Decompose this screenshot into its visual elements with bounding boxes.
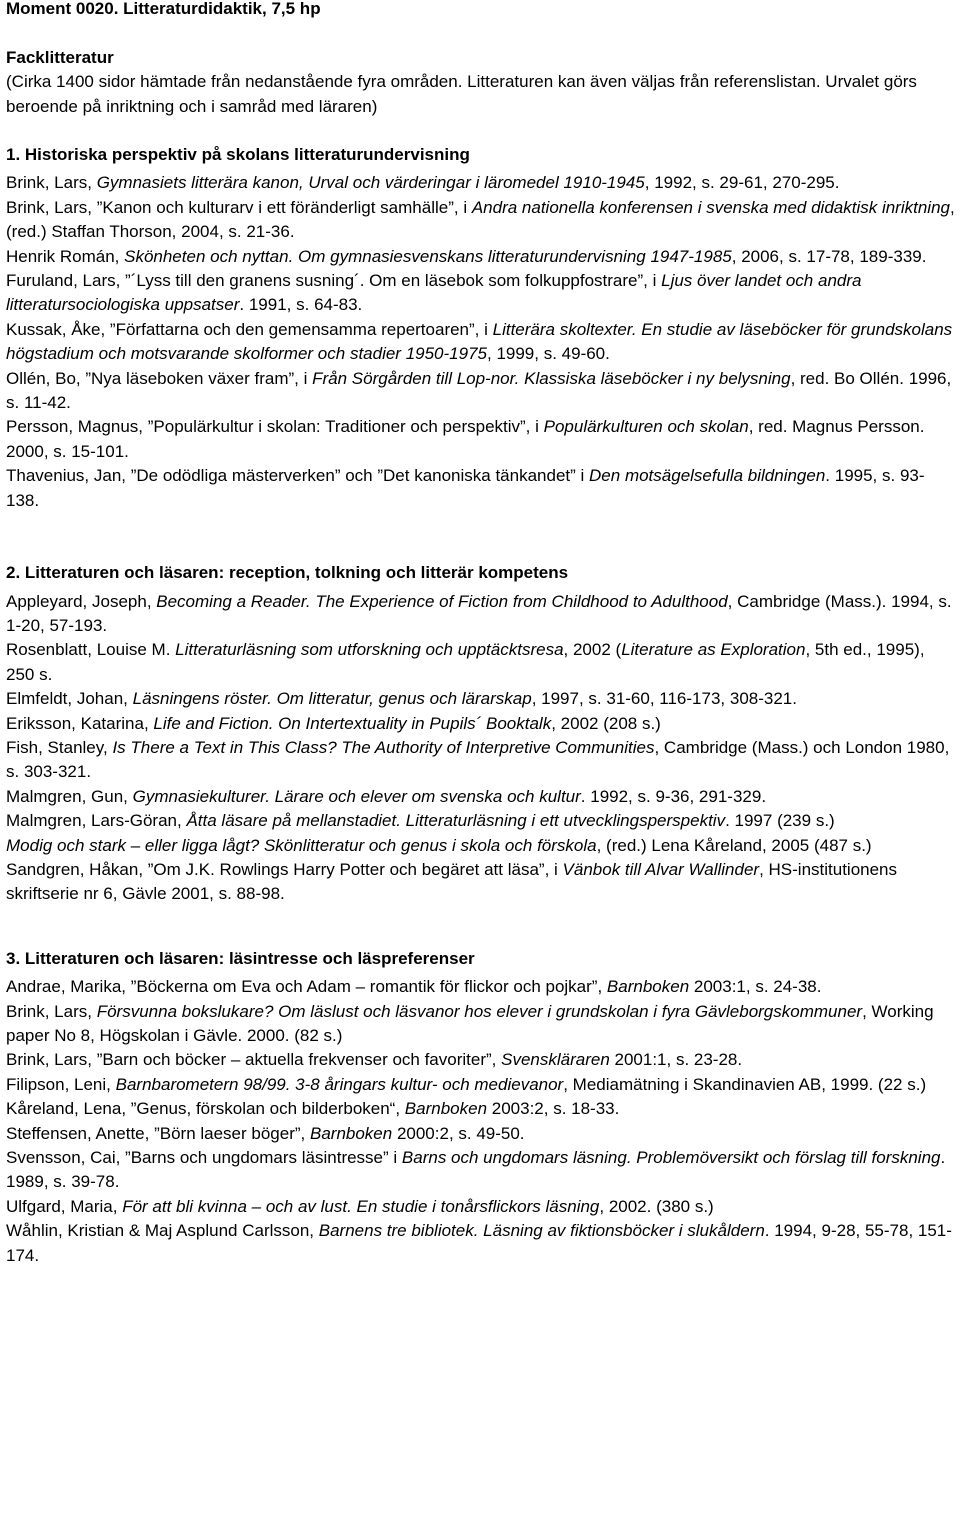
- reference-text: Brink, Lars, ”Barn och böcker – aktuella frekvenser och favoriter”,: [6, 1050, 502, 1070]
- reference-entry: [6, 590, 956, 639]
- reference-entry: [6, 318, 956, 367]
- reference-text: Steffensen, Anette, ”Börn laeser böger”,: [6, 1123, 310, 1143]
- reference-title-text: Gymnasiets litterära kanon, Urval och värderingar i läromedel 1910-1945: [96, 173, 645, 193]
- reference-text: Filipson, Leni,: [6, 1074, 116, 1094]
- reference-list: [6, 975, 956, 1268]
- reference-text: Eriksson, Katarina,: [6, 713, 154, 733]
- reference-text: . 1995, s. 93-138.: [6, 466, 925, 510]
- reference-title-text: Litteraturläsning som utforskning och upptäcktsresa: [175, 640, 564, 660]
- section-2: [6, 561, 956, 907]
- reference-entry: [6, 1122, 956, 1146]
- reference-entry: [6, 171, 956, 195]
- reference-text: , Mediamätning i Skandinavien AB, 1999. (22 s.): [563, 1074, 927, 1094]
- reference-text: Wåhlin, Kristian & Maj Asplund Carlsson,: [6, 1221, 319, 1241]
- reference-entry: [6, 858, 956, 907]
- reference-title-text: Life and Fiction. On Intertextuality in Pupils´ Booktalk: [153, 713, 552, 733]
- reference-text: , 2002 (: [563, 640, 622, 660]
- reference-text: . 1991, s. 64-83.: [239, 295, 363, 315]
- reference-text: Brink, Lars, ”Kanon och kulturarv i ett föränderligt samhälle”, i: [6, 197, 472, 217]
- reference-text: . 1994, 9-28, 55-78, 151-174.: [6, 1221, 952, 1265]
- reference-title-text: Is There a Text in This Class? The Authority of Interpretive Communities: [112, 737, 655, 757]
- reference-title-text: Barnboken: [309, 1123, 393, 1143]
- reference-text: , Cambridge (Mass.). 1994, s. 1-20, 57-193.: [6, 591, 952, 635]
- reference-title-text: Gymnasiekulturer. Lärare och elever om svenska och kultur: [132, 786, 581, 806]
- reference-title-text: Ljus över landet och andra litteratursociologiska uppsatser: [6, 271, 862, 315]
- reference-title-text: Literature as Exploration: [621, 640, 806, 660]
- reference-entry: [6, 1097, 956, 1121]
- reference-title-text: Modig och stark – eller ligga lågt? Skönlitteratur och genus i skola och förskola: [6, 835, 597, 855]
- reference-text: Ollén, Bo, ”Nya läseboken växer fram”, i: [6, 368, 313, 388]
- reference-entry: [6, 736, 956, 785]
- reference-text: 2003:1, s. 24-38.: [689, 977, 822, 997]
- section-heading: 2. Litteraturen och läsaren: reception, tolkning och litterär kompetens: [6, 563, 569, 583]
- reference-entry: [6, 1219, 956, 1268]
- reference-text: Kåreland, Lena, ”Genus, förskolan och bilderboken“,: [6, 1099, 405, 1119]
- reference-text: Svensson, Cai, ”Barns och ungdomars läsintresse” i: [6, 1148, 402, 1168]
- section-3: [6, 947, 956, 1268]
- document-subtitle: Facklitteratur: [6, 47, 114, 67]
- reference-title-text: Populärkulturen och skolan: [543, 417, 749, 437]
- reference-text: Andrae, Marika, ”Böckerna om Eva och Adam – romantik för flickor och pojkar”,: [6, 977, 607, 997]
- reference-entry: [6, 196, 956, 245]
- reference-entry: [6, 245, 956, 269]
- reference-text: . 1992, s. 9-36, 291-329.: [580, 786, 767, 806]
- reference-title-text: Åtta läsare på mellanstadiet. Litteraturläsning i ett utvecklingsperspektiv: [186, 811, 726, 831]
- reference-list: [6, 590, 956, 907]
- reference-entry: [6, 1073, 956, 1097]
- reference-text: Henrik Román,: [6, 246, 125, 266]
- reference-text: , (red.) Staffan Thorson, 2004, s. 21-36.: [6, 197, 955, 242]
- reference-title-text: Barns och ungdomars läsning. Problemöversikt och förslag till forskning: [401, 1148, 941, 1168]
- reference-title-text: Svenskläraren: [501, 1050, 610, 1070]
- reference-title-text: Vänbok till Alvar Wallinder: [562, 859, 760, 879]
- reference-text: 2003:2, s. 18-33.: [487, 1099, 620, 1119]
- reference-text: , 5th ed., 1995), 250 s.: [6, 640, 925, 684]
- reference-entry: [6, 712, 956, 736]
- reference-text: Sandgren, Håkan, ”Om J.K. Rowlings Harry Potter och begäret att läsa”, i: [6, 859, 563, 879]
- reference-title-text: Den motsägelsefulla bildningen: [589, 466, 826, 486]
- reference-title-text: Barnboken: [404, 1099, 488, 1119]
- reference-title-text: Barnens tre bibliotek. Läsning av fiktionsböcker i slukåldern: [318, 1221, 765, 1241]
- reference-entry: [6, 1195, 956, 1219]
- reference-text: 2000:2, s. 49-50.: [392, 1123, 525, 1143]
- reference-title-text: Skönheten och nyttan. Om gymnasiesvenskans litteraturundervisning 1947-1985: [124, 246, 732, 266]
- reference-title-text: Barnboken: [606, 977, 690, 997]
- reference-text: , 2006, s. 17-78, 189-339.: [731, 246, 927, 266]
- reference-text: , red. Bo Ollén. 1996, s. 11-42.: [6, 368, 952, 413]
- reference-text: , 2002 (208 s.): [551, 713, 661, 733]
- reference-title-text: Från Sörgården till Lop-nor. Klassiska läseböcker i ny belysning: [312, 368, 791, 388]
- reference-text: Appleyard, Joseph,: [6, 591, 157, 611]
- reference-entry: [6, 834, 956, 858]
- reference-entry: [6, 464, 956, 513]
- reference-text: Brink, Lars,: [6, 173, 97, 193]
- reference-title-text: Becoming a Reader. The Experience of Fiction from Childhood to Adulthood: [156, 591, 728, 611]
- reference-title-text: Barnbarometern 98/99. 3-8 åringars kultur- och medievanor: [115, 1074, 564, 1094]
- reference-text: , 2002. (380 s.): [599, 1196, 714, 1216]
- reference-entry: [6, 1000, 956, 1049]
- reference-entry: [6, 638, 956, 687]
- reference-title-text: Andra nationella konferensen i svenska med didaktisk inriktning: [471, 197, 950, 217]
- reference-text: Rosenblatt, Louise M.: [6, 640, 176, 660]
- reference-title-text: Försvunna bokslukare? Om läslust och läsvanor hos elever i grundskolan i fyra Gävleborgskommuner: [96, 1001, 863, 1021]
- reference-text: , Working paper No 8, Högskolan i Gävle. 2000. (82 s.): [6, 1001, 934, 1046]
- reference-text: Persson, Magnus, ”Populärkultur i skolan: Traditioner och perspektiv”, i: [6, 417, 544, 437]
- reference-text: , red. Magnus Persson. 2000, s. 15-101.: [6, 417, 925, 461]
- reference-text: Malmgren, Lars-Göran,: [6, 811, 187, 831]
- spacer: [6, 907, 956, 947]
- reference-entry: [6, 367, 956, 416]
- spacer: [6, 21, 956, 45]
- reference-entry: [6, 1146, 956, 1195]
- section-heading: 1. Historiska perspektiv på skolans litteraturundervisning: [6, 145, 470, 165]
- reference-text: Furuland, Lars, ”´Lyss till den granens susning´. Om en läsebok som folkuppfostrare”, i: [6, 271, 662, 291]
- reference-text: , (red.) Lena Kåreland, 2005 (487 s.): [596, 835, 872, 855]
- document-page: [6, 0, 956, 1268]
- reference-text: Elmfeldt, Johan,: [6, 689, 133, 709]
- reference-text: Malmgren, Gun,: [6, 786, 133, 806]
- reference-text: . 1997 (239 s.): [725, 811, 835, 831]
- reference-entry: [6, 687, 956, 711]
- reference-text: , HS-institutionens skriftserie nr 6, Gävle 2001, s. 88-98.: [6, 859, 898, 904]
- intro-text: (Cirka 1400 sidor hämtade från nedanstående fyra områden. Litteraturen kan även väljas från referenslistan. Urvalet görs beroende på inriktning och i samråd med läraren): [6, 72, 917, 116]
- reference-entry: [6, 415, 956, 464]
- reference-text: Ulfgard, Maria,: [6, 1196, 123, 1216]
- reference-text: , 1997, s. 31-60, 116-173, 308-321.: [531, 689, 797, 709]
- section-heading: 3. Litteraturen och läsaren: läsintresse och läspreferenser: [6, 948, 475, 968]
- reference-entry: [6, 269, 956, 318]
- reference-text: Brink, Lars,: [6, 1001, 97, 1021]
- reference-text: Fish, Stanley,: [6, 737, 113, 757]
- reference-title-text: För att bli kvinna – och av lust. En studie i tonårsflickors läsning: [122, 1196, 600, 1216]
- reference-entry: [6, 975, 956, 999]
- reference-title-text: Läsningens röster. Om litteratur, genus och lärarskap: [132, 689, 532, 709]
- reference-text: 2001:1, s. 23-28.: [609, 1050, 743, 1070]
- reference-text: Thavenius, Jan, ”De odödliga mästerverken” och ”Det kanoniska tänkandet” i: [6, 466, 590, 486]
- reference-entry: [6, 785, 956, 809]
- reference-text: , Cambridge (Mass.) och London 1980, s. 303-321.: [6, 737, 950, 782]
- reference-text: , 1999, s. 49-60.: [487, 344, 610, 364]
- reference-text: , 1992, s. 29-61, 270-295.: [644, 173, 840, 193]
- reference-text: . 1989, s. 39-78.: [6, 1148, 946, 1192]
- reference-text: Kussak, Åke, ”Författarna och den gemensamma repertoaren”, i: [6, 319, 493, 339]
- reference-entry: [6, 809, 956, 833]
- reference-entry: [6, 1048, 956, 1072]
- reference-title-text: Litterära skoltexter. En studie av läseböcker för grundskolans högstadium och motsvarande skolformer och stadier 1950-1975: [6, 319, 953, 364]
- section-1: [6, 143, 956, 513]
- reference-list: [6, 171, 956, 513]
- document-title: Moment 0020. Litteraturdidaktik, 7,5 hp: [6, 0, 321, 18]
- spacer: [6, 513, 956, 561]
